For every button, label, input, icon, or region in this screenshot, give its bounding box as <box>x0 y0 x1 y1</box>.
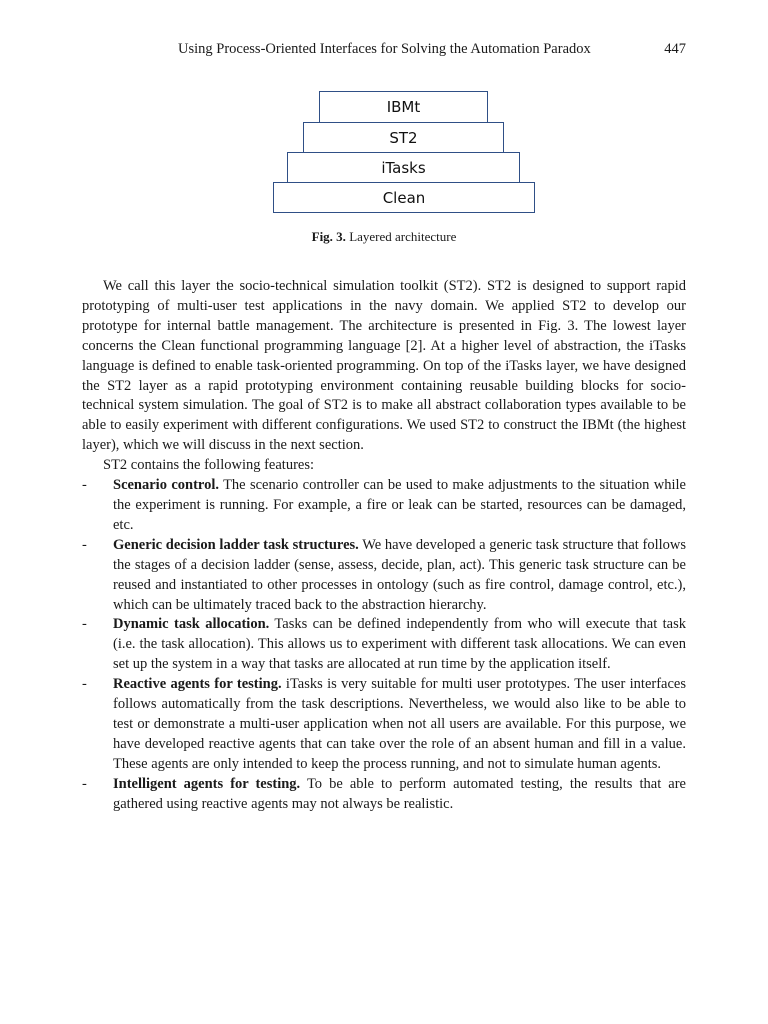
feature-item-scenario-control <box>82 476 686 536</box>
feature-title: Dynamic task allocation. <box>113 616 270 633</box>
bullet-dash: - <box>82 536 87 553</box>
body-text <box>82 277 686 814</box>
feature-title: Scenario control. <box>113 477 219 494</box>
running-header <box>178 40 686 58</box>
feature-text: iTasks is very suitable for multi user prototypes. The user interfaces follows automatically from the task descriptions. Nevertheless, we would also like to be able to test or demonstrate a multi-user application when not all users are available. For this purpose, we have developed reactive agents that can take over the role of an absent human and fill in a value. These agents are only intended to keep the process running, and not to simulate human agents. <box>113 676 686 772</box>
body-paragraph: We call this layer the socio-technical simulation toolkit (ST2). ST2 is designed to support rapid prototyping of multi-user test applications in the navy domain. We applied ST2 to develop our prototype for internal battle management. The architecture is presented in Fig. 3. The lowest layer concerns the Clean functional programming language [2]. At a higher level of abstraction, the iTasks language is defined to enable task-oriented programming. On top of the iTasks layer, we have designed the ST2 layer as a rapid prototyping environment containing reusable building blocks for socio-technical system simulation. The goal of ST2 is to make all abstract collaboration types available to be able to easily experiment with different configurations. We used ST2 to construct the IBMt (the highest layer), which we will discuss in the next section. <box>82 278 686 454</box>
bullet-dash: - <box>82 616 87 633</box>
bullet-dash: - <box>82 477 87 494</box>
layer-box-itasks <box>287 152 520 183</box>
bullet-dash: - <box>82 676 87 693</box>
figure-caption <box>0 228 768 246</box>
feature-title: Generic decision ladder task structures. <box>113 536 359 553</box>
feature-text: Tasks can be defined independently from who will execute that task (i.e. the task allocation). This allows us to experiment with different task allocations. We can even set up the system in a way that tasks are allocated at run time by the application itself. <box>113 616 687 673</box>
layer-box-ibmt <box>319 91 488 123</box>
feature-title: Reactive agents for testing. <box>113 676 282 693</box>
feature-item-intelligent-agents <box>82 775 686 815</box>
layer-box-st2 <box>303 122 504 153</box>
feature-item-reactive-agents <box>82 675 686 775</box>
feature-text: To be able to perform automated testing, the results that are gathered using reactive agents may not always be realistic. <box>113 775 686 812</box>
layer-label-st2: ST2 <box>389 128 418 147</box>
figure-caption-label: Fig. 3. <box>311 229 346 244</box>
layer-label-clean: Clean <box>382 188 426 207</box>
feature-text: We have developed a generic task structure that follows the stages of a decision ladder (sense, assess, decide, plan, act). This generic task structure can be reused and instantiated to other processes in ontology (such as fire control, damage control, etc.), which can be ultimately traced back to the abstraction hierarchy. <box>113 536 686 613</box>
layer-label-ibmt: IBMt <box>386 98 421 116</box>
features-intro: ST2 contains the following features: <box>103 457 315 474</box>
feature-text: The scenario controller can be used to make adjustments to the situation while the experiment is running. For example, a fire or leak can be started, resources can be damaged, etc. <box>113 477 686 533</box>
bullet-dash: - <box>82 775 87 792</box>
feature-item-dynamic-task-allocation <box>82 615 686 675</box>
feature-title: Intelligent agents for testing. <box>113 775 301 792</box>
layered-architecture-figure <box>0 91 768 223</box>
figure-caption-text: Layered architecture <box>349 229 457 244</box>
page-number: 447 <box>664 41 686 57</box>
layer-box-clean <box>273 182 535 213</box>
running-title: Using Process-Oriented Interfaces for Solving the Automation Paradox <box>178 41 591 57</box>
layer-label-itasks: iTasks <box>381 158 426 177</box>
feature-item-decision-ladder <box>82 536 686 616</box>
